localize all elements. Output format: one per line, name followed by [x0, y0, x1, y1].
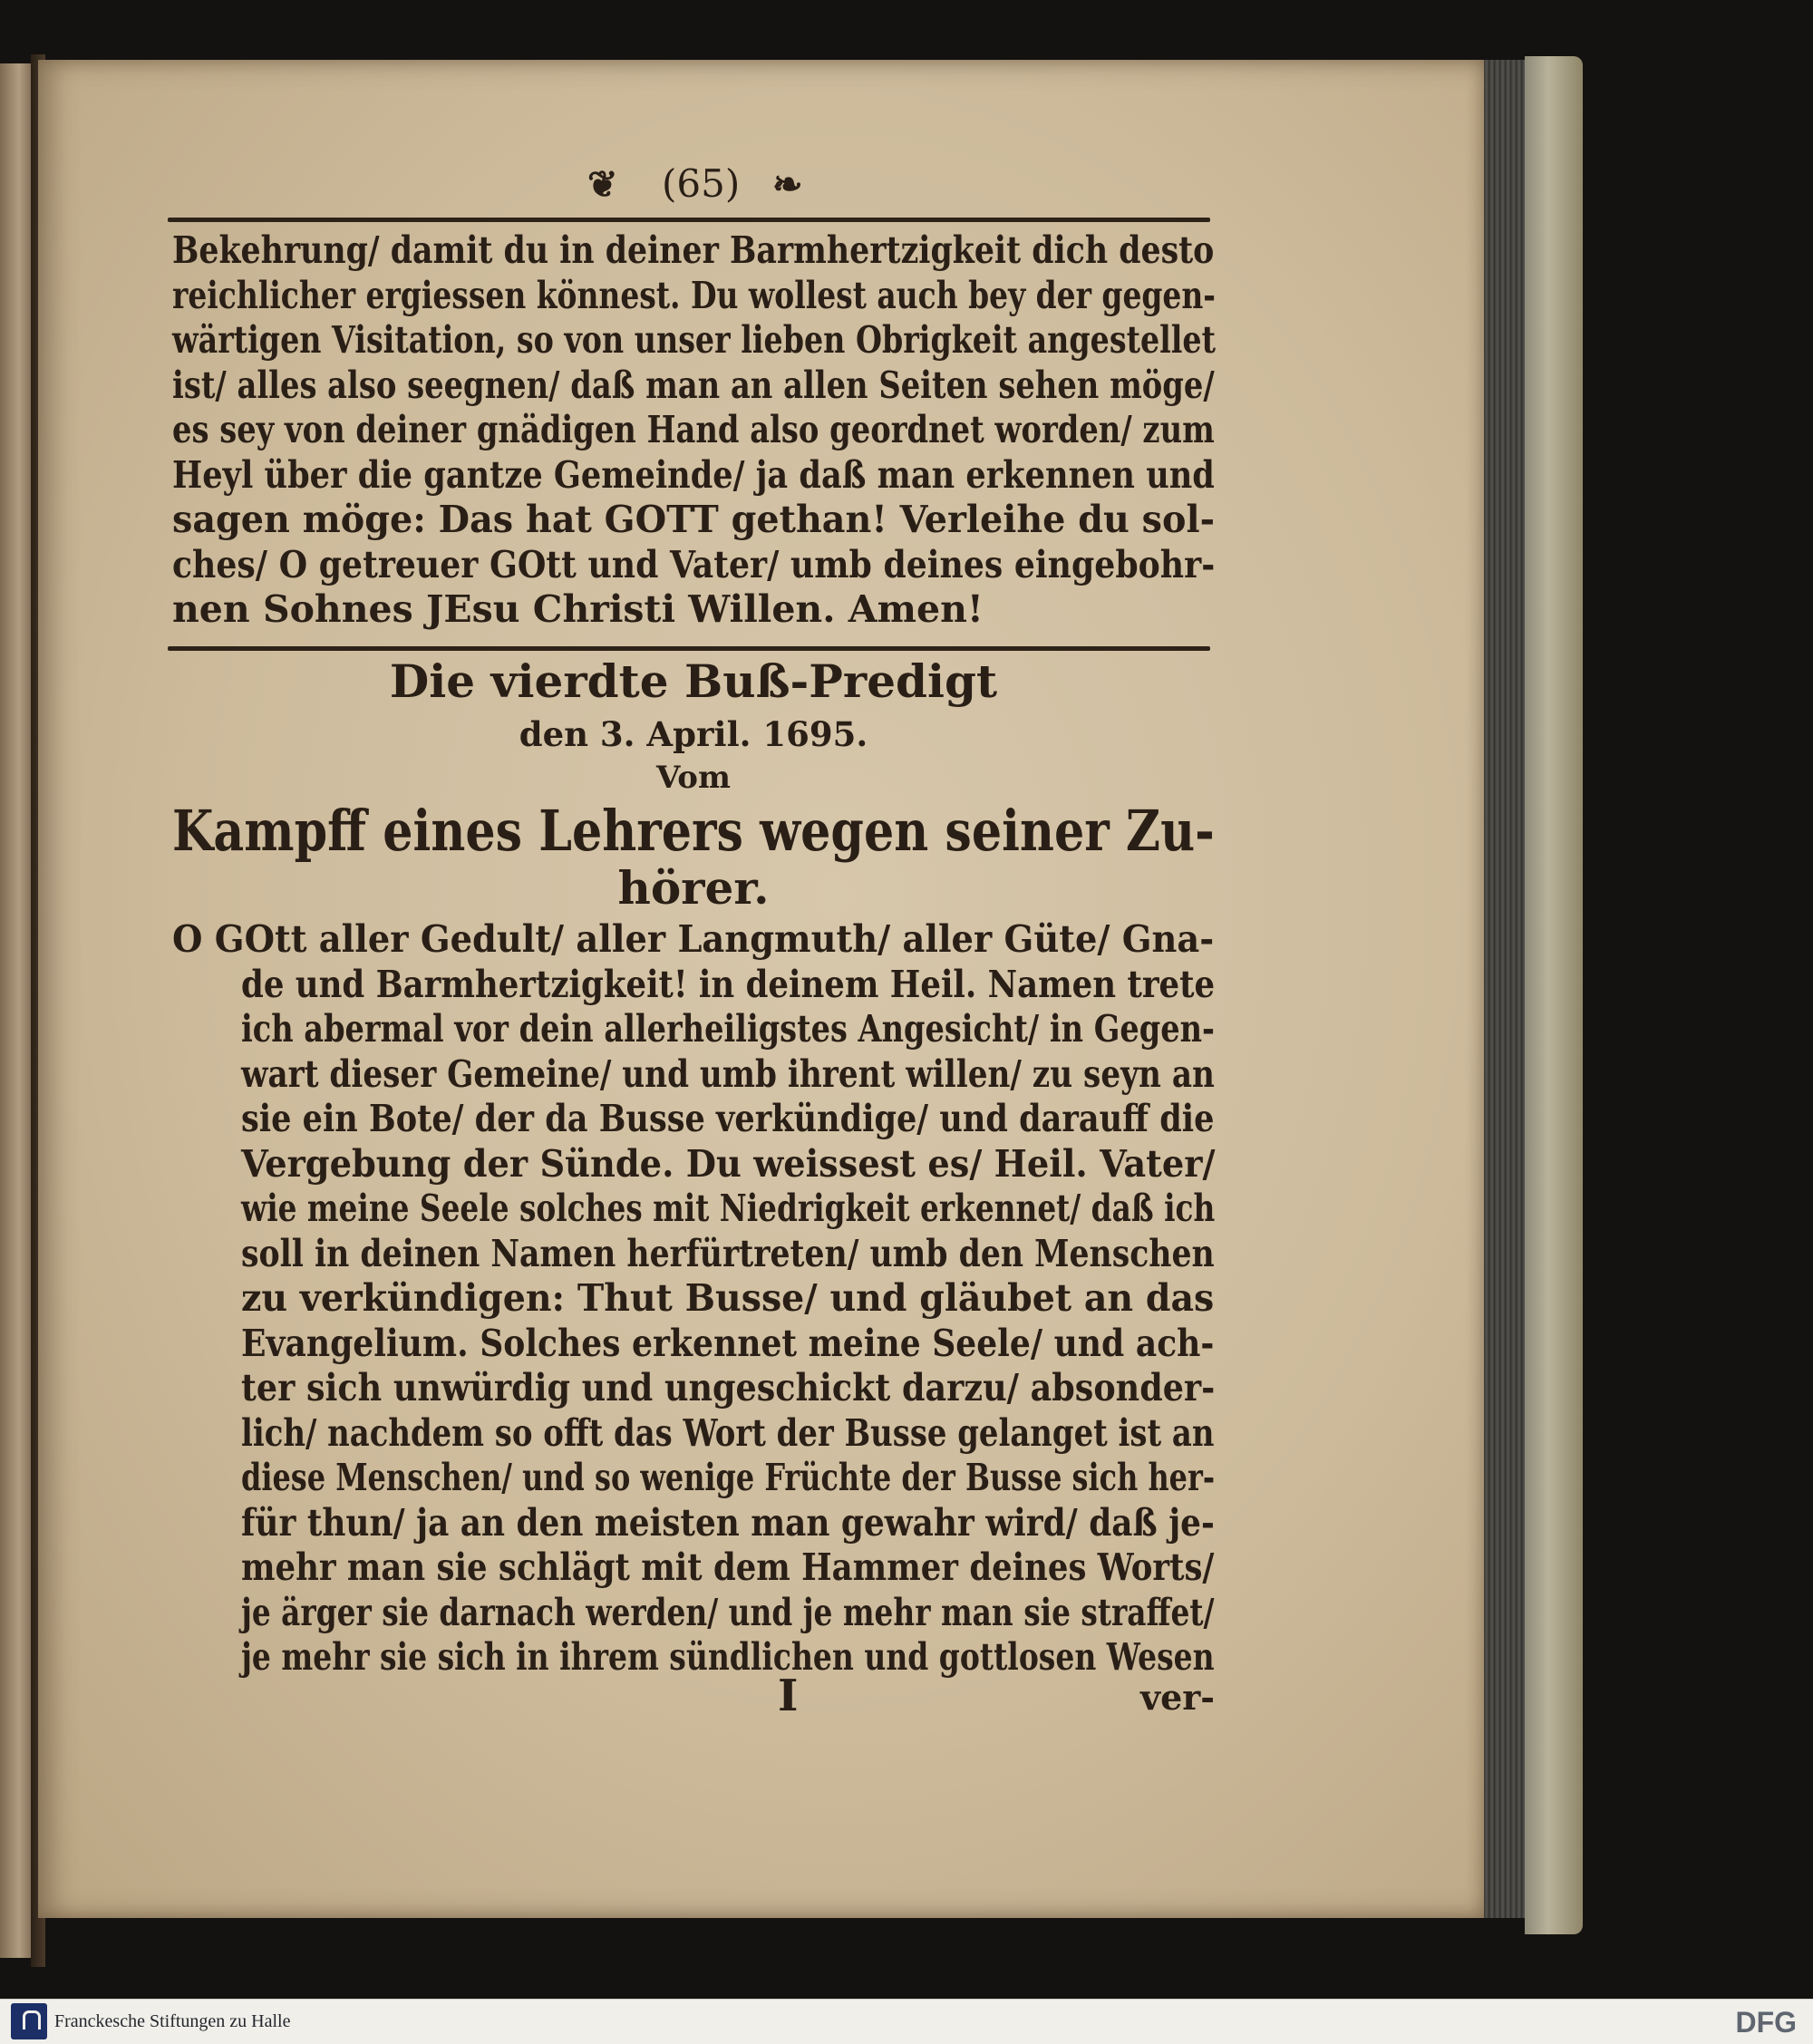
prayer-line: sagen möge: Das hat GOTT gethan! Verleihe du sol-: [172, 498, 1216, 541]
sermon-line: lich/ nachdem so offt das Wort der Busse gelanget ist an: [241, 1410, 1215, 1455]
sermon-line: sie ein Bote/ der da Busse verkündige/ und darauff die: [241, 1097, 1215, 1140]
ornament-right-icon: ❧: [772, 163, 803, 206]
catchword: ver-: [1140, 1677, 1216, 1718]
sermon-line: für thun/ ja an den meisten man gewahr wird/ daß je-: [241, 1500, 1215, 1545]
prayer-line: Heyl über die gantze Gemeinde/ ja daß man erkennen und: [172, 452, 1215, 497]
sermon-line: Vergebung der Sünde. Du weissest es/ Heil. Vater/: [241, 1141, 1216, 1186]
sermon-first-line: O GOtt aller Gedult/ aller Langmuth/ aller Güte/ Gna-: [172, 917, 1215, 961]
sermon-vom: Vom: [656, 760, 731, 796]
prayer-line: reichlicher ergiessen könnest. Du wollest auch bey der gegen-: [172, 273, 1216, 317]
header-rule: [168, 218, 1210, 222]
prayer-line: wärtigen Visitation, so von unser lieben Obrigkeit angestellet: [172, 318, 1216, 362]
sermon-title: Die vierdte Buß-Predigt: [389, 654, 998, 708]
prayer-line: es sey von deiner gnädigen Hand also geordnet worden/ zum: [172, 408, 1215, 451]
section-divider-rule: [168, 646, 1210, 651]
francke-logo-icon: [11, 2003, 47, 2039]
viewer-footer: [0, 1999, 1813, 2044]
sermon-line: Evangelium. Solches erkennet meine Seele/ und ach-: [241, 1321, 1215, 1365]
sermon-line: soll in deinen Namen herfürtreten/ umb den Menschen: [241, 1231, 1215, 1275]
sermon-subject-line-2: hörer.: [617, 861, 770, 915]
sermon-line: wart dieser Gemeine/ und umb ihrent willen/ zu seyn an: [241, 1051, 1215, 1096]
sermon-line: wie meine Seele solches mit Niedrigkeit erkennet/ daß ich: [241, 1187, 1216, 1230]
sermon-line: je mehr sie sich in ihrem sündlichen und gottlosen Wesen: [241, 1635, 1215, 1679]
prayer-line: ist/ alles also seegnen/ daß man an allen Seiten sehen möge/: [172, 363, 1215, 407]
institution-label: Franckesche Stiftungen zu Halle: [54, 2011, 291, 2031]
sermon-line: mehr man sie schlägt mit dem Hammer deines Worts/: [241, 1545, 1215, 1589]
ornament-left-icon: ❦: [587, 163, 618, 206]
sermon-line: diese Menschen/ und so wenige Früchte der Busse sich her-: [241, 1456, 1216, 1499]
page-number: (65): [662, 161, 741, 206]
sermon-subject-line-1: Kampff eines Lehrers wegen seiner Zu-: [172, 798, 1215, 864]
prayer-line: nen Sohnes JEsu Christi Willen. Amen!: [172, 587, 984, 631]
sermon-line: ich abermal vor dein allerheiligstes Angesicht/ in Gegen-: [241, 1007, 1215, 1051]
prayer-line: ches/ O getreuer GOtt und Vater/ umb deines eingebohr-: [172, 542, 1216, 586]
page-fore-edge: [1484, 60, 1525, 1918]
signature-mark: I: [778, 1671, 799, 1721]
book-cover-board: [1525, 56, 1583, 1934]
sermon-line: je ärger sie darnach werden/ und je mehr man sie straffet/: [241, 1590, 1215, 1634]
sermon-line: zu verkündigen: Thut Busse/ und gläubet an das: [241, 1276, 1215, 1320]
dfg-logo: DFG: [1735, 2006, 1797, 2039]
sermon-line: de und Barmhertzigkeit! in deinem Heil. Namen trete: [241, 962, 1216, 1006]
sermon-line: ter sich unwürdig und ungeschickt darzu/ absonder-: [241, 1366, 1216, 1409]
prayer-line: Bekehrung/ damit du in deiner Barmhertzigkeit dich desto: [172, 228, 1215, 272]
sermon-date: den 3. April. 1695.: [519, 714, 868, 754]
